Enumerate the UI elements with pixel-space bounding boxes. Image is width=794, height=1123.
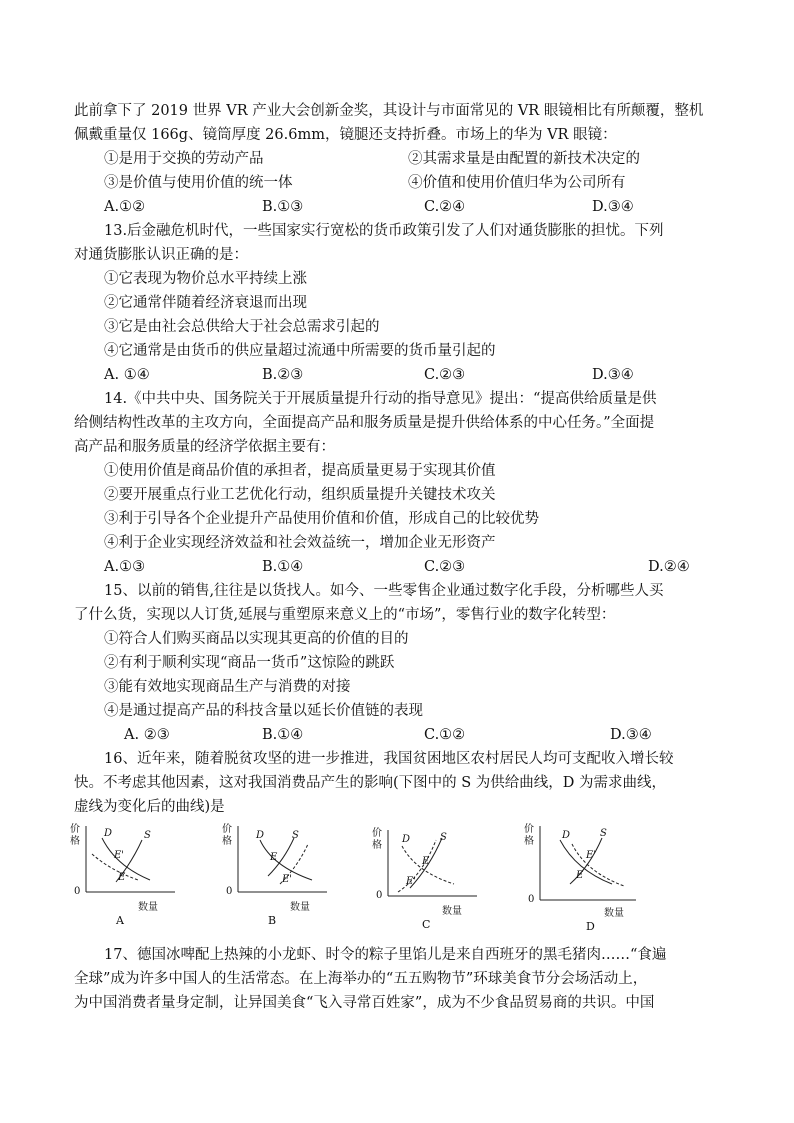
intro-option-b: B.①③	[262, 199, 304, 215]
graph-a-d-label: D	[104, 828, 113, 839]
graph-a-e-label: E	[118, 872, 126, 883]
graph-b-e-label: E	[270, 852, 278, 863]
q15-statement-2: ②有利于顺利实现“商品一货币”这惊险的跳跃	[104, 655, 395, 671]
graph-a-origin: 0	[74, 886, 81, 897]
intro-statement-3: ③是价值与使用价值的统一体	[104, 175, 293, 191]
q15-stem-line-1: 15、以前的销售,往往是以货找人。如今、一些零售企业通过数字化手段，分析哪些人买	[104, 583, 664, 599]
q14-option-a: A.①③	[104, 559, 146, 575]
q14-stem-line-3: 高产品和服务质量的经济学依据主要有：	[74, 439, 335, 455]
graph-a-ylabel: 价格	[70, 824, 80, 847]
q13-option-d: D.③④	[592, 367, 634, 383]
q14-statement-1: ①使用价值是商品价值的承担者，提高质量更易于实现其价值	[104, 463, 496, 479]
graph-d-caption: D	[586, 920, 595, 933]
graph-b-e2-label: E'	[282, 874, 293, 885]
q15-statement-3: ③能有效地实现商品生产与消费的对接	[104, 679, 351, 695]
q13-statement-1: ①它表现为物价总水平持续上涨	[104, 271, 307, 287]
q17-stem-line-1: 17、德国冰啤配上热辣的小龙虾、时令的粽子里馅儿是来自西班牙的黑毛猪肉……“食遍	[104, 947, 667, 963]
graph-b-s-label: S	[292, 830, 299, 841]
graph-b-xlabel: 数量	[290, 902, 310, 913]
graph-c-e-label: E	[422, 856, 430, 867]
q15-option-d: D.③④	[610, 727, 652, 743]
graph-c-caption: C	[422, 918, 431, 931]
q16-stem-line-3: 虚线为变化后的曲线)是	[74, 799, 225, 815]
graph-a-s-label: S	[144, 830, 151, 841]
q17-stem-line-2: 全球”成为许多中国人的生活常态。在上海举办的“五五购物节”环球美食节分会场活动上，	[74, 971, 648, 987]
q14-option-b: B.①④	[262, 559, 304, 575]
graph-c-s-label: S	[440, 832, 447, 843]
graph-d-s-label: S	[600, 828, 607, 839]
q16-stem-line-1: 16、近年来，随着脱贫攻坚的进一步推进，我国贫困地区农村居民人均可支配收入增长较	[104, 751, 674, 767]
intro-statement-2: ②其需求量是由配置的新技术决定的	[408, 151, 640, 167]
q13-statement-3: ③它是由社会总供给大于社会总需求引起的	[104, 319, 380, 335]
graph-c-origin: 0	[376, 890, 383, 901]
graph-c-d-label: D	[402, 834, 411, 845]
graph-c-ylabel: 价格	[372, 828, 382, 851]
graph-b	[222, 822, 332, 932]
graph-d-e2-label: E'	[586, 850, 597, 861]
graph-b-ylabel: 价格	[222, 824, 232, 847]
graph-d	[524, 822, 642, 938]
graph-b-origin: 0	[226, 886, 233, 897]
graph-a-xlabel: 数量	[138, 902, 158, 913]
graph-d-d-label: D	[562, 830, 571, 841]
q13-stem-line-2: 对通货膨胀认识正确的是：	[74, 247, 248, 263]
graph-b-caption: B	[268, 914, 277, 927]
graph-a-caption: A	[116, 914, 124, 927]
q14-stem-line-2: 给侧结构性改革的主攻方向，全面提高产品和服务质量是提升供给体系的中心任务。”全面提	[74, 415, 655, 431]
q14-statement-2: ②要开展重点行业工艺优化行动，组织质量提升关键技术攻关	[104, 487, 496, 503]
graph-b-d-label: D	[256, 830, 265, 841]
q14-stem-line-1: 14.《中共中央、国务院关于开展质量提升行动的指导意见》提出：“提高供给质量是供	[104, 391, 657, 407]
intro-line-1: 此前拿下了 2019 世界 VR 产业大会创新金奖，其设计与市面常见的 VR 眼镜相比有所颠覆，整机	[74, 103, 704, 119]
q16-stem-line-2: 快。不考虑其他因素，这对我国消费品产生的影响(下图中的 S 为供给曲线，D 为需求曲线，	[74, 775, 667, 791]
intro-line-2: 佩戴重量仅 166g、镜筒厚度 26.6mm，镜腿还支持折叠。市场上的华为 VR 眼镜：	[74, 127, 617, 143]
intro-option-c: C.②④	[424, 199, 466, 215]
q15-stem-line-2: 了什么货，实现以人订货,延展与重塑原来意义上的“市场”，零售行业的数字化转型：	[74, 607, 616, 623]
graph-c-xlabel: 数量	[442, 906, 462, 917]
graph-d-ylabel: 价格	[524, 824, 534, 847]
q14-statement-3: ③利于引导各个企业提升产品使用价值和价值，形成自己的比较优势	[104, 511, 539, 527]
graph-a	[70, 822, 180, 932]
q13-option-b: B.②③	[262, 367, 304, 383]
graph-a-e2-label: E'	[114, 850, 125, 861]
q14-option-d: D.②④	[648, 559, 690, 575]
intro-option-a: A.①②	[104, 199, 146, 215]
q17-stem-line-3: 为中国消费者量身定制，让异国美食“飞入寻常百姓家”，成为不少食品贸易商的共识。中国	[74, 995, 655, 1011]
graph-c-e2-label: E'	[406, 876, 417, 887]
q13-statement-2: ②它通常伴随着经济衰退而出现	[104, 295, 307, 311]
q15-statement-1: ①符合人们购买商品以实现其更高的价值的目的	[104, 631, 409, 647]
q15-option-c: C.①②	[424, 727, 466, 743]
intro-statement-1: ①是用于交换的劳动产品	[104, 151, 264, 167]
intro-statement-4: ④价值和使用价值归华为公司所有	[408, 175, 626, 191]
q14-statement-4: ④利于企业实现经济效益和社会效益统一，增加企业无形资产	[104, 535, 496, 551]
q15-option-b: B.①④	[262, 727, 304, 743]
q13-option-c: C.②③	[424, 367, 466, 383]
intro-option-d: D.③④	[592, 199, 634, 215]
q13-statement-4: ④它通常是由货币的供应量超过流通中所需要的货币量引起的	[104, 343, 496, 359]
q13-stem-line-1: 13.后金融危机时代，一些国家实行宽松的货币政策引发了人们对通货膨胀的担忧。下列	[104, 223, 664, 239]
q15-statement-4: ④是通过提高产品的科技含量以延长价值链的表现	[104, 703, 423, 719]
graph-d-xlabel: 数量	[604, 908, 624, 919]
q13-option-a: A. ①④	[104, 367, 150, 383]
graph-c	[372, 826, 482, 936]
graph-d-origin: 0	[528, 894, 535, 905]
graph-d-e-label: E	[576, 870, 584, 881]
q14-option-c: C.②③	[424, 559, 466, 575]
q15-option-a: A. ②③	[124, 727, 170, 743]
